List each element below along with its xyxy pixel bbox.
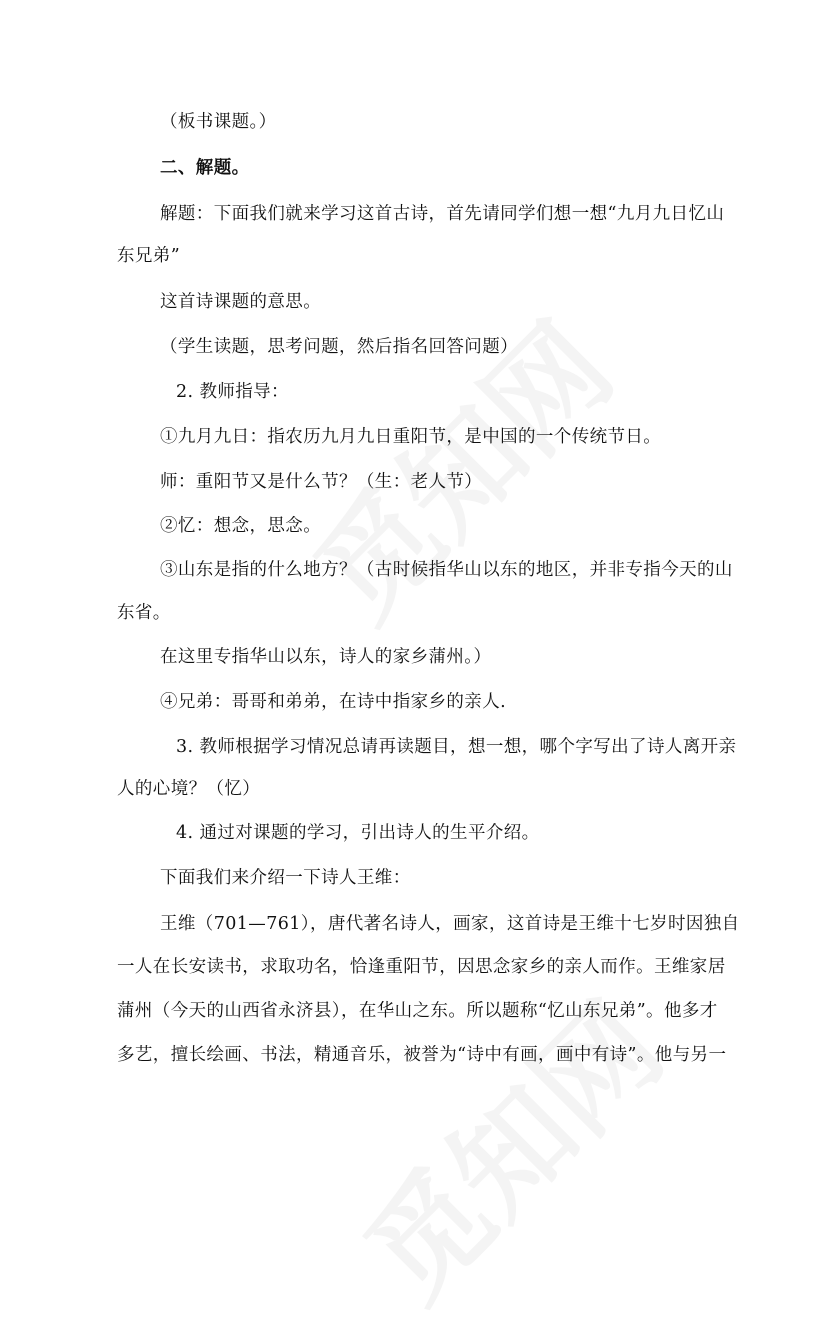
text-line: 人的心境？（忆） bbox=[117, 779, 261, 799]
text-line: 下面我们来介绍一下诗人王维： bbox=[160, 868, 411, 888]
text-line: （学生读题，思考问题，然后指名回答问题） bbox=[160, 337, 518, 357]
numbered-item: 3. 教师根据学习情况总请再读题目，想一想，哪个字写出了诗人离开亲 bbox=[176, 737, 737, 757]
numbered-item: 4. 通过对课题的学习，引出诗人的生平介绍。 bbox=[176, 823, 540, 843]
section-heading: 二、解题。 bbox=[160, 158, 250, 178]
text-line: 东兄弟” bbox=[117, 246, 181, 266]
text-line: ④兄弟：哥哥和弟弟，在诗中指家乡的亲人. bbox=[160, 692, 507, 712]
text-line: 解题：下面我们就来学习这首古诗，首先请同学们想一想“九月九日忆山 bbox=[160, 204, 725, 224]
text-line: 蒲州（今天的山西省永济县），在华山之东。所以题称“忆山东兄弟”。他多才 bbox=[117, 1001, 718, 1021]
text-line: ①九月九日：指农历九月九日重阳节，是中国的一个传统节日。 bbox=[160, 427, 662, 447]
text-line: 师：重阳节又是什么节？（生：老人节） bbox=[160, 472, 483, 492]
text-line: 在这里专指华山以东，诗人的家乡蒲州。） bbox=[160, 647, 492, 667]
numbered-item: 2. 教师指导： bbox=[176, 382, 289, 402]
text-line: ③山东是指的什么地方？（古时候指华山以东的地区，并非专指今天的山 bbox=[160, 560, 733, 580]
text-line: 一人在长安读书，求取功名，恰逢重阳节，因思念家乡的亲人而作。王维家居 bbox=[117, 957, 726, 977]
text-line: （板书课题。） bbox=[160, 112, 277, 132]
text-line: 多艺，擅长绘画、书法，精通音乐，被誉为“诗中有画，画中有诗”。他与另一 bbox=[117, 1045, 727, 1065]
text-line: 王维（701—761），唐代著名诗人，画家，这首诗是王维十七岁时因独自 bbox=[160, 914, 740, 934]
text-line: 东省。 bbox=[117, 603, 171, 623]
text-line: ②忆：想念，思念。 bbox=[160, 516, 322, 536]
text-line: 这首诗课题的意思。 bbox=[160, 292, 322, 312]
